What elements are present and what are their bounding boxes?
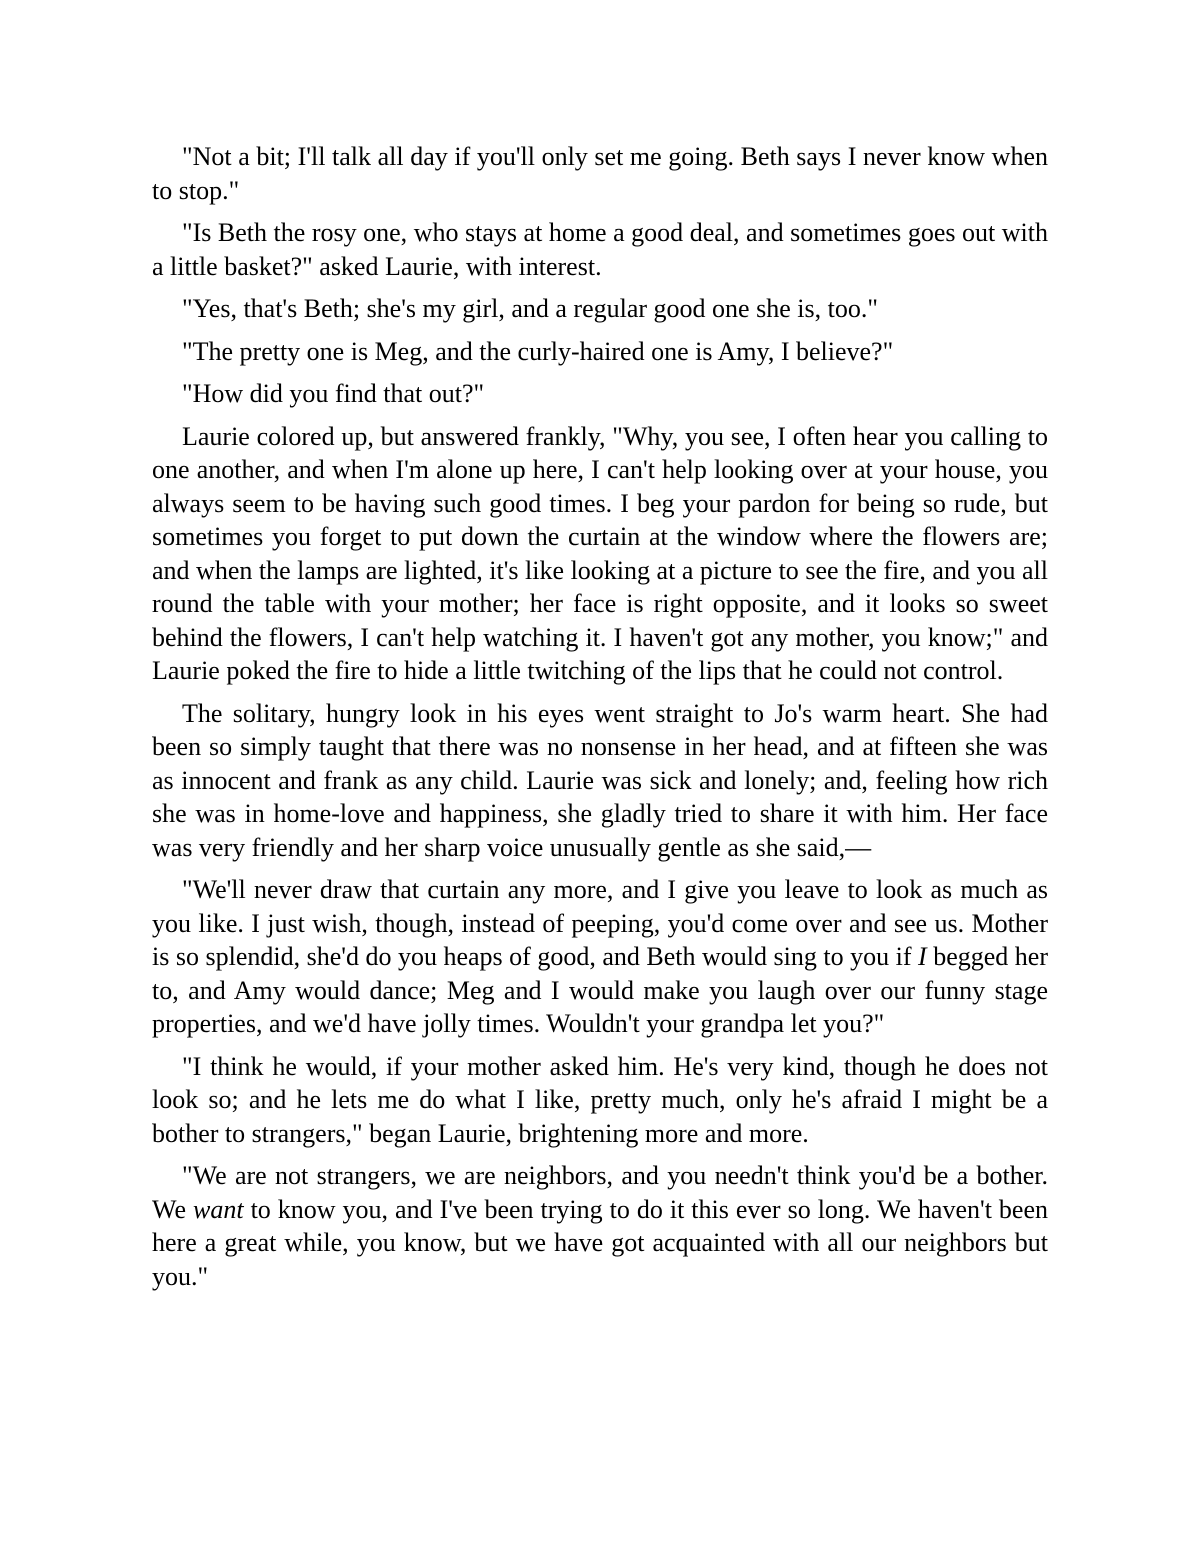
paragraph-9 bbox=[152, 1050, 1048, 1151]
text-run: Laurie colored up, but answered frankly, "Why, you see, I often hear you calling to one another, and when I'm alone up here, I can't help looking over at your house, you always seem to be having such good times. I beg your pardon for being so rude, but sometimes you forget to put down the curtain at the window where the flowers are; and when the lamps are lighted, it's like looking at a picture to see the fire, and you all round the table with your mother; her face is right opposite, and it looks so sweet behind the flowers, I can't help watching it. I haven't got any mother, you know;" and Laurie poked the fire to hide a little twitching of the lips that he could not control. bbox=[152, 421, 1048, 685]
paragraph-5 bbox=[152, 377, 1048, 411]
italic-text-run: I bbox=[918, 942, 927, 971]
paragraph-7 bbox=[152, 697, 1048, 865]
italic-text-run: want bbox=[193, 1194, 244, 1224]
text-run: The solitary, hungry look in his eyes went straight to Jo's warm heart. She had been so simply taught that there was no nonsense in her head, and at fifteen she was as innocent and frank as any child. Laurie was sick and lonely; and, feeling how rich she was in home-love and happiness, she gladly tried to share it with him. Her face was very friendly and her sharp voice unusually gentle as she said,— bbox=[152, 698, 1048, 862]
text-run: "I think he would, if your mother asked him. He's very kind, though he does not look so; and he lets me do what I like, pretty much, only he's afraid I might be a bother to strangers," began Laurie, brightening more and more. bbox=[152, 1051, 1048, 1148]
paragraph-8 bbox=[152, 873, 1048, 1041]
text-run: "The pretty one is Meg, and the curly-haired one is Amy, I believe?" bbox=[182, 336, 894, 366]
paragraph-1 bbox=[152, 140, 1048, 207]
text-content bbox=[152, 140, 1048, 1293]
paragraph-10 bbox=[152, 1159, 1048, 1293]
text-run: "How did you find that out?" bbox=[182, 379, 485, 408]
text-run: to know you, and I've been trying to do it this ever so long. We haven't been here a great while, you know, but we have got acquainted with all our neighbors but you." bbox=[152, 1194, 1048, 1291]
text-run: "We are not strangers, we are neighbors, and you needn't think you'd be a bother. We bbox=[152, 1161, 1048, 1224]
paragraph-2 bbox=[152, 216, 1048, 283]
text-run: "Yes, that's Beth; she's my girl, and a regular good one she is, too." bbox=[182, 294, 878, 323]
text-run: "We'll never draw that curtain any more, and I give you leave to look as much as you like. I just wish, though, instead of peeping, you'd come over and see us. Mother is so splendid, she'd do you heaps of good, and Beth would sing to you if bbox=[152, 875, 1048, 971]
paragraph-6 bbox=[152, 420, 1048, 688]
paragraph-4 bbox=[152, 335, 1048, 369]
text-run: begged her to, and Amy would dance; Meg and I would make you laugh over our funny stage properties, and we'd have jolly times. Wouldn't your grandpa let you?" bbox=[152, 942, 1049, 1038]
paragraph-3 bbox=[152, 292, 1048, 326]
text-run: "Is Beth the rosy one, who stays at home a good deal, and sometimes goes out with a little basket?" asked Laurie, with interest. bbox=[152, 218, 1048, 281]
text-run: "Not a bit; I'll talk all day if you'll only set me going. Beth says I never know when to stop." bbox=[152, 142, 1048, 205]
